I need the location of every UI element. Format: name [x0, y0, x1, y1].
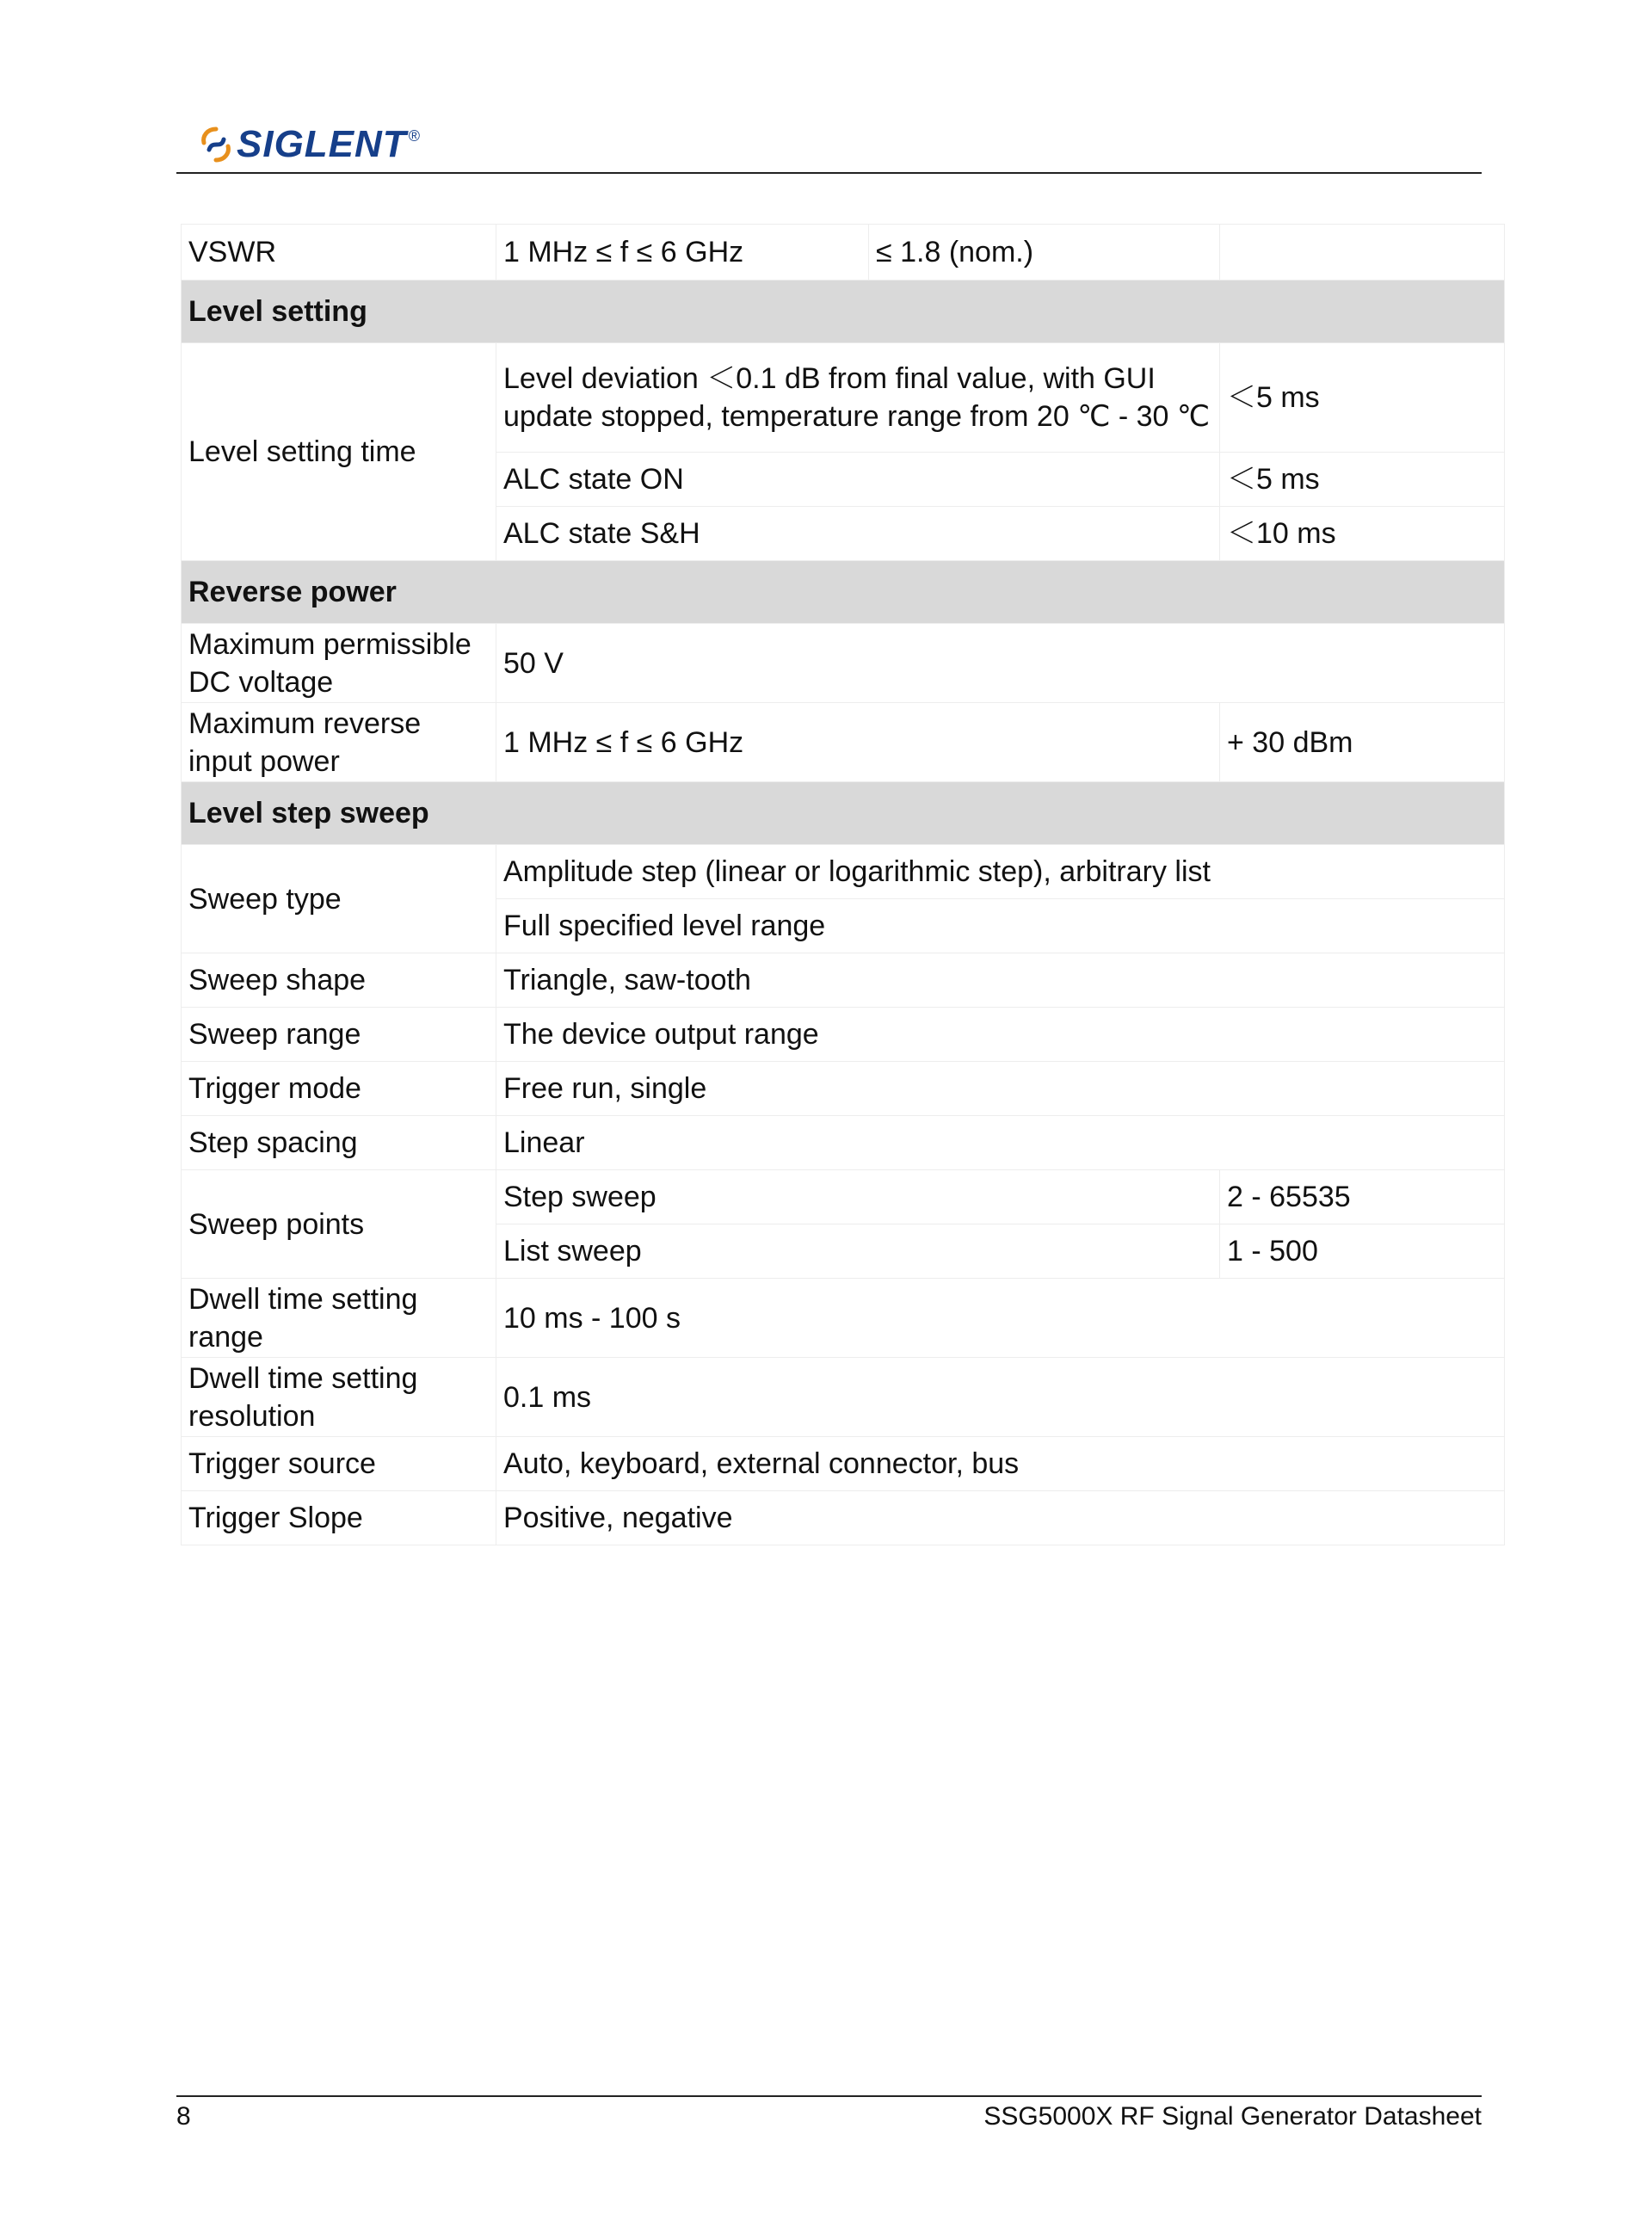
section-title: Reverse power [182, 561, 1505, 624]
section-title: Level setting [182, 281, 1505, 343]
param-value: ＜5 ms [1220, 343, 1505, 453]
page-header [176, 114, 1482, 176]
table-row [182, 703, 1505, 782]
param-name: Sweep points [182, 1170, 496, 1279]
document-title: SSG5000X RF Signal Generator Datasheet [983, 2102, 1482, 2131]
param-name: Trigger source [182, 1437, 496, 1491]
table-row [182, 1437, 1505, 1491]
param-condition: ALC state ON [496, 453, 1220, 507]
section-title: Level step sweep [182, 782, 1505, 845]
param-name: Sweep shape [182, 953, 496, 1008]
spec-table [181, 224, 1505, 1545]
param-value: ＜10 ms [1220, 507, 1505, 561]
footer-divider [176, 2095, 1482, 2097]
param-value: Free run, single [496, 1062, 1505, 1116]
param-name: Trigger Slope [182, 1491, 496, 1545]
param-condition: Level deviation ＜0.1 dB from final value, with GUI update stopped, temperature range from 20 ℃ - 30 ℃ [496, 343, 1220, 453]
param-condition: List sweep [496, 1224, 1220, 1279]
registered-mark: ® [408, 126, 420, 145]
param-value: Auto, keyboard, external connector, bus [496, 1437, 1505, 1491]
section-header-level-setting [182, 281, 1505, 343]
param-value: + 30 dBm [1220, 703, 1505, 782]
table-row [182, 1491, 1505, 1545]
param-name: Trigger mode [182, 1062, 496, 1116]
param-name: Dwell time setting range [182, 1279, 496, 1358]
param-name: Maximum reverse input power [182, 703, 496, 782]
table-row [182, 343, 1505, 453]
param-value: Full specified level range [496, 899, 1505, 953]
logo-wordmark: SIGLENT [237, 123, 407, 165]
table-row [182, 1116, 1505, 1170]
table-row [182, 624, 1505, 703]
param-value: Triangle, saw-tooth [496, 953, 1505, 1008]
page-footer [176, 2095, 1482, 2131]
table-row [182, 1062, 1505, 1116]
table-row [182, 953, 1505, 1008]
param-value: 0.1 ms [496, 1358, 1505, 1437]
param-value: 1 - 500 [1220, 1224, 1505, 1279]
page-number: 8 [176, 2102, 191, 2131]
table-row [182, 1358, 1505, 1437]
param-name: Sweep range [182, 1008, 496, 1062]
param-value: ≤ 1.8 (nom.) [869, 225, 1220, 281]
header-divider [176, 172, 1482, 174]
param-value: ＜5 ms [1220, 453, 1505, 507]
param-name: Sweep type [182, 845, 496, 953]
param-value: Positive, negative [496, 1491, 1505, 1545]
table-row [182, 845, 1505, 899]
param-name: Dwell time setting resolution [182, 1358, 496, 1437]
param-name: VSWR [182, 225, 496, 281]
table-row [182, 1279, 1505, 1358]
empty-cell [1220, 225, 1505, 281]
param-name: Maximum permissible DC voltage [182, 624, 496, 703]
param-value: 50 V [496, 624, 1505, 703]
param-value: Amplitude step (linear or logarithmic step), arbitrary list [496, 845, 1505, 899]
siglent-swirl-icon [195, 124, 237, 165]
siglent-logo [195, 120, 420, 169]
table-row-vswr [182, 225, 1505, 281]
table-row [182, 1008, 1505, 1062]
table-row [182, 1170, 1505, 1224]
param-value: The device output range [496, 1008, 1505, 1062]
param-value: Linear [496, 1116, 1505, 1170]
param-condition: Step sweep [496, 1170, 1220, 1224]
param-condition: ALC state S&H [496, 507, 1220, 561]
section-header-reverse-power [182, 561, 1505, 624]
param-name: Level setting time [182, 343, 496, 561]
param-condition: 1 MHz ≤ f ≤ 6 GHz [496, 225, 869, 281]
section-header-level-step-sweep [182, 782, 1505, 845]
param-condition: 1 MHz ≤ f ≤ 6 GHz [496, 703, 1220, 782]
param-name: Step spacing [182, 1116, 496, 1170]
param-value: 2 - 65535 [1220, 1170, 1505, 1224]
param-value: 10 ms - 100 s [496, 1279, 1505, 1358]
